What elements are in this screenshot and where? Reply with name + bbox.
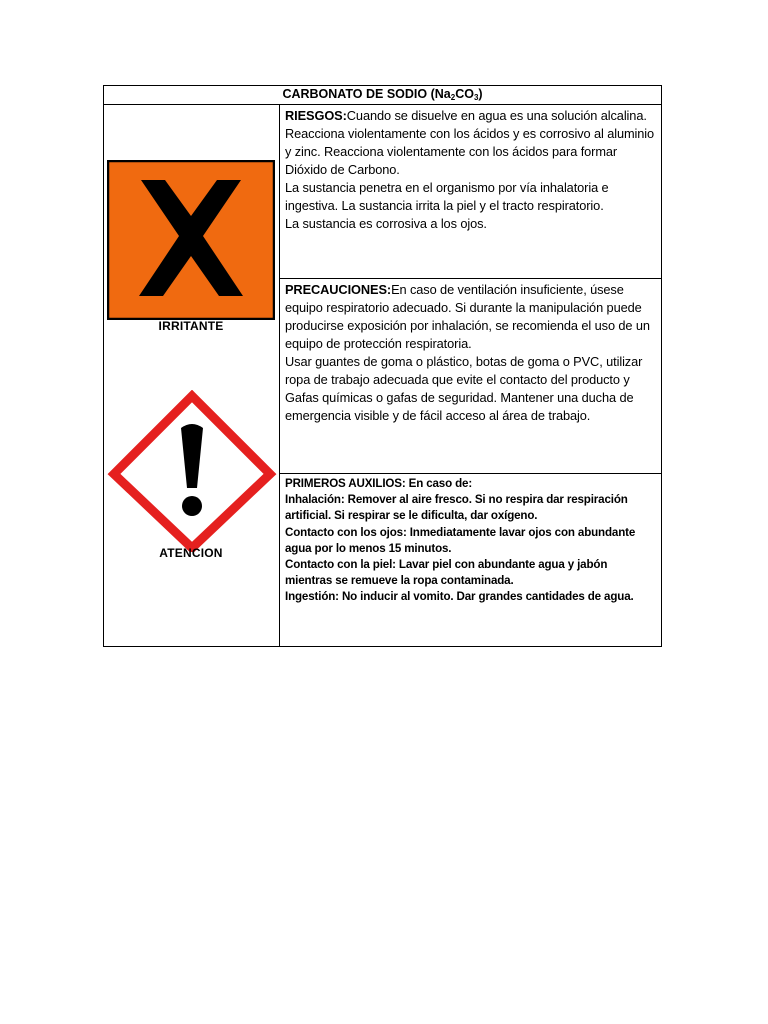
title-subscript-2: 2 [450,93,456,102]
warning-caption: ATENCION [159,546,223,560]
title-text-co: CO [455,87,474,101]
first-aid-inhalation: Inhalación: Remover al aire fresco. Si no respira dar respiración artificial. Si respirar se le dificulta, dar oxígeno. [285,493,628,523]
risks-heading: RIESGOS: [285,108,347,123]
risks-row [104,105,662,279]
title-text: CARBONATO DE SODIO (Na [282,87,451,101]
risks-intro: Cuando se disuelve en agua es una solución alcalina. Reacciona violentamente con los ácidos y es corrosivo al aluminio y zinc. Reacciona violentamente con los ácidos para formar Dióxido de Carbono. [285,108,655,177]
precautions-paragraph [285,281,656,353]
risks-paragraph [285,107,656,179]
first-aid-intro: En caso de: [405,477,473,490]
irritant-caption: IRRITANTE [158,319,224,333]
orange-x-hazard-icon [107,160,275,320]
exclamation-diamond-icon [107,390,277,552]
precautions-section [280,279,662,474]
title-text-end: ) [478,87,483,101]
title-subscript-3: 3 [473,93,479,102]
pictogram-column [104,105,280,647]
first-aid-heading: PRIMEROS AUXILIOS: [285,477,406,490]
precautions-heading: PRECAUCIONES: [285,282,392,297]
first-aid-eyes: Contacto con los ojos: Inmediatamente lavar ojos con abundante agua por lo menos 15 minutos. [285,525,636,555]
precautions-line-2: Usar guantes de goma o plástico, botas de goma o PVC, utilizar ropa de trabajo adecuada que evite el contacto del producto y Gafas químicas o gafas de seguridad. Mantener una ducha de emergencia visible y de fácil acceso al área de trabajo. [285,354,643,423]
safety-data-table [103,85,662,647]
first-aid-ingestion: Ingestión: No inducir al vomito. Dar grandes cantidades de agua. [285,590,634,604]
document-title [104,86,662,105]
first-aid-paragraph [285,476,656,492]
first-aid-skin: Contacto con la piel: Lavar piel con abundante agua y jabón mientras se remueve la ropa contaminada. [285,558,608,588]
risks-line-2: La sustancia penetra en el organismo por vía inhalatoria e ingestiva. La sustancia irrita la piel y el tracto respiratorio. [285,180,609,213]
title-row [104,86,662,105]
risks-section [280,105,662,279]
precautions-intro: En caso de ventilación insuficiente, úsese equipo respiratorio adecuado. Si durante la manipulación puede producirse exposición por inhalación, se recomienda el uso de un equipo de protección respiratoria. [285,282,650,351]
risks-line-3: La sustancia es corrosiva a los ojos. [285,216,487,231]
first-aid-section [280,474,662,647]
